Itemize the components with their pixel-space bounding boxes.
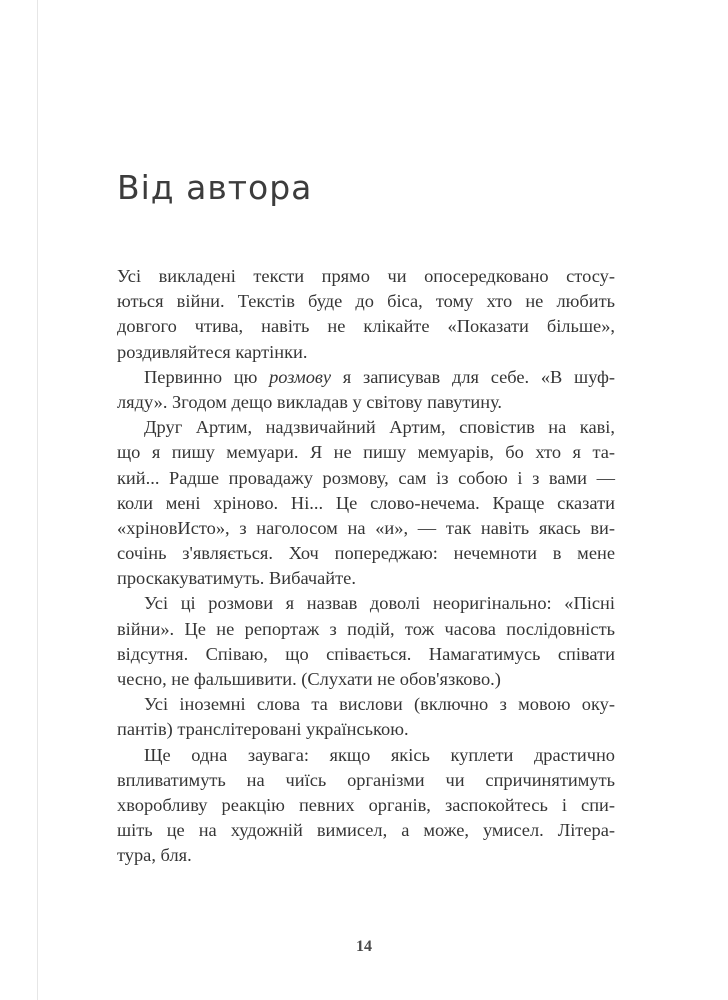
text-line: Усі ці розмови я назвав доволі неоригінально: «Пісні: [144, 593, 615, 614]
text-line: чесно, не фальшивити. (Слухати не обов'язково.): [117, 669, 501, 689]
text-line: відсутня. Співаю, що співається. Намагатимусь співати: [117, 643, 615, 664]
text-line: шіть це на художній вимисел, а може, умисел. Літера-: [117, 820, 615, 841]
text-line: ляду». Згодом дещо викладав у світову павутину.: [117, 391, 503, 412]
page-edge-line: [37, 0, 38, 1000]
text-segment: Первинно цю: [144, 366, 270, 387]
text-line: війни». Це не репортаж з подій, тож часова послідовність: [117, 618, 615, 639]
text-segment: я записував для себе. «В шуф-: [331, 366, 615, 387]
paragraph: [117, 591, 615, 692]
text-line: сочінь з'являється. Хоч попереджаю: нечемноти в мене: [117, 543, 615, 564]
text-line: роздивляйтеся картінки.: [117, 341, 308, 362]
italic-word: розмову: [269, 366, 332, 387]
paragraph: [117, 743, 615, 869]
text-line: хворобливу реакцію певних органів, заспокойтесь і спи-: [117, 794, 615, 815]
paragraph: [117, 692, 615, 742]
text-line: тура, бля.: [117, 845, 192, 866]
text-line: [117, 365, 615, 390]
text-line: Усі викладені тексти прямо чи опосередковано стосу-: [117, 266, 615, 286]
paragraph: [117, 365, 615, 415]
text-line: пантів) транслітеровані українською.: [117, 719, 409, 740]
page-number: 14: [356, 938, 372, 955]
text-line: ються війни. Текстів буде до біса, тому хто не любить: [117, 291, 615, 312]
chapter-heading: Від автора: [117, 168, 313, 207]
text-line: Ще одна заувага: якщо якісь куплети драстично: [144, 744, 615, 765]
text-line: Усі іноземні слова та вислови (включно з мовою оку-: [144, 694, 615, 715]
paragraph: [117, 264, 615, 365]
text-line: проскакуватимуть. Вибачайте.: [117, 568, 356, 589]
paragraph: [117, 415, 615, 591]
body-text: [117, 264, 615, 869]
text-line: коли мені хріново. Ні... Це слово-нечема. Краще сказати: [117, 492, 615, 513]
text-line: кий... Радше провадажу розмову, сам із собою і з вами —: [117, 467, 615, 488]
text-line: довгого чтива, навіть не клікайте «Показати більше»,: [117, 316, 615, 337]
text-line: Друг Артим, надзвичайний Артим, сповістив на каві,: [144, 417, 615, 438]
text-line: «хріновИсто», з наголосом на «и», — так навіть якась ви-: [117, 517, 615, 538]
text-line: впливатимуть на чиїсь організми чи спричинятимуть: [117, 769, 615, 790]
text-line: що я пишу мемуари. Я не пишу мемуарів, бо хто я та-: [117, 442, 615, 463]
